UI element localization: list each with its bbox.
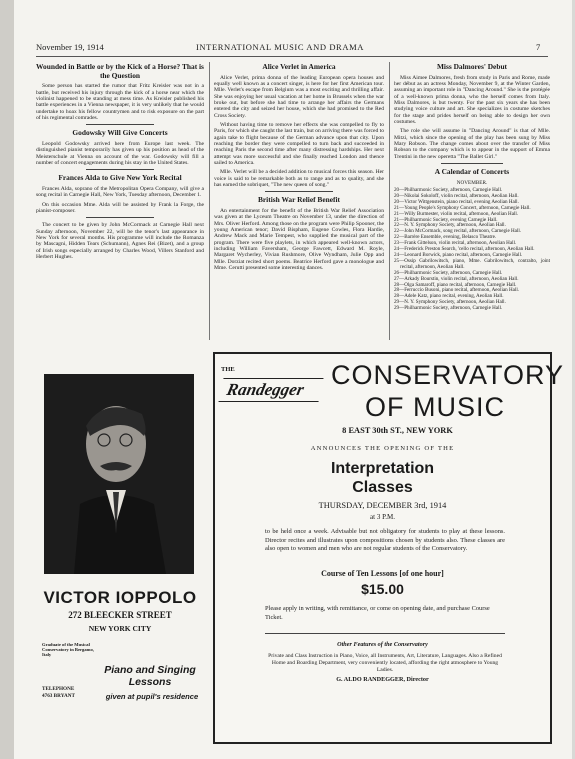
article-title-alda: Frances Alda to Give New York Recital (58, 173, 182, 183)
calendar-title: A Calendar of Concerts (434, 167, 510, 177)
article-text-wounded: Some person has started the rumor that Fritz Kreisler was not in a battle, but received his injury through the kick of a horse near which the violinist happened to be standing at mess time. As Kreisler published his battle experiences in a Vienna newspaper, it is very unlikely that he would undertake to hoax his fellow countrymen and to risk exposure on the part of his regimental comrades. (36, 83, 204, 121)
course-heading: Course of Ten Lessons [of one hour] (321, 569, 444, 578)
course-price: $15.00 (361, 581, 404, 597)
article-title-verlet: Alice Verlet in America (262, 62, 336, 71)
article-title-dalmores: Miss Dalmores' Debut (436, 62, 508, 71)
article-text-verlet-3: Mlle. Verlet will be a decided addition to musical forces this season. Her voice is said to be remarkable both as to range and as to quality, and she has earned the sobriquet, "The new queen of song." (214, 169, 384, 189)
calendar-entry: 23—Frank Gittelson, violin recital, afternoon, Aeolian Hall. (394, 240, 517, 247)
calendar-entry: 29—Philharmonic Society, afternoon, Carnegie Hall. (394, 305, 503, 312)
other-features-heading: Other Features of the Conservatory (337, 641, 428, 648)
calendar-entry: 21—Willy Burmester, violin recital, afternoon, Aeolian Hall. (394, 210, 519, 217)
conservatory-title: CONSERVATORY (331, 360, 565, 390)
randegger-logo-box (218, 378, 323, 402)
scan-left-edge (0, 0, 14, 759)
interpretation-heading: Interpretation (330, 460, 435, 477)
calendar-entry: 22—Barrère Ensemble, evening, Belasco Theatre. (394, 234, 497, 241)
column-3 (394, 63, 550, 312)
portrait-illustration (44, 374, 194, 574)
calendar-entry: 22—John McCormack, song recital, afternoon, Carnegie Hall. (394, 228, 522, 235)
article-text-dalmores-2: The role she will assume in "Dancing Around" is that of Mlle. Mitzi, which since the opening of the play has been sung by Miss Mary Robson. The change comes about over the transfer of Miss Robson to the company which is to appear in the support of Emma Trentini in the new operetta "The Ballet Girl." (394, 128, 550, 160)
divider (86, 169, 153, 170)
calendar-entry: 20—Nikolai Sokoloff, violin recital, afternoon, Aeolian Hall. (394, 192, 519, 199)
calendar-entry: 26—Philharmonic Society, afternoon, Carnegie Hall. (394, 269, 503, 276)
telephone-label: TELEPHONE (42, 686, 75, 692)
lessons-note: given at pupil's residence (105, 692, 199, 701)
ioppolo-advertisement (36, 352, 204, 740)
header-title: INTERNATIONAL MUSIC AND DRAMA (196, 42, 364, 52)
other-features-text: Private and Class Instruction in Piano, Voice, all Instruments, Art, Literature, Languages. Also a Refined Home and Boarding Department, very conveniently located, affording the right atmosphere to Young Ladies. (268, 653, 502, 673)
calendar-entry: 29—N. Y. Symphony Society, afternoon, Aeolian Hall. (394, 299, 506, 306)
calendar-list (394, 188, 550, 312)
column-2 (214, 63, 384, 274)
article-text-dalmores-1: Miss Aimee Dalmores, fresh from study in Paris and Rome, made her début as an actress Monday, November 9, at the Winter Garden, assuming an important role in "Dancing Around." She is the protégée of a well-known prima donna, who the herself comes from Italy. Miss Dalmores, is but twenty. For the past six years she has been studying voice culture and art. She specializes in costume sketches for the stage and prides herself on being able to design her own costumes. (394, 74, 550, 125)
divider (86, 217, 153, 218)
article-text-mccormack: The concert to be given by John McCormack at Carnegie Hall next Sunday afternoon, November 22, will be the tenor's last appearance in New York for several months. His programme will include the Romanza by Mascagni, Hidden Tears (Schumann), Agnes Rei (Bizet), and a group of Irish songs especially arranged by Charles Wood, Villers Stanford and Herbert Hughes. (36, 222, 204, 260)
calendar-entry: 24—Leonard Borwick, piano recital, afternoon, Carnegie Hall. (394, 251, 523, 258)
page-number: 7 (536, 42, 541, 52)
header-rule (36, 56, 548, 57)
calendar-entry: 24—Frederick Preston Search, 'cello recital, afternoon, Aeolian Hall. (394, 246, 535, 253)
calendar-entry: 28—Ferruccio Busoni, piano recital, afternoon, Aeolian Hall. (394, 287, 520, 294)
article-text-verlet-2: Without having time to remove her effects she was compelled to fly to Paris, for which she caught the last train, but on arriving there was forced to again take to flight because of the German advance upon that city. Upon reaching the border they were compelled to turn back and succeeded in reaching Paris the second time after many distressing hardships. Her next attempt was more successful and she finally reached London and thence sailed to America. (214, 122, 384, 167)
calendar-entry: 21—Young People's Symphony Concert, afternoon, Carnegie Hall. (394, 204, 531, 211)
calendar-entry: 22—N. Y. Symphony Society, afternoon, Aeolian Hall. (394, 222, 506, 229)
article-text-alda-2: On this occasion Mme. Alda will be assisted by Frank la Forge, the pianist-composer. (36, 201, 204, 214)
article-text-godowsky: Leopold Godowsky arrived here from Europe last week. The distinguished pianist temporarily has given up his position as head of the Meisterschule at Vienna on account of the war. Godowsky will fill a number of concert engagements during his stay in the United States. (36, 140, 204, 166)
calendar-entry: 28—Adele Katz, piano recital, evening, Aeolian Hall. (394, 293, 504, 300)
the-label: THE (221, 366, 235, 373)
calendar-entry: 28—Olga Samaroff, piano recital, afternoon, Carnegie Hall. (394, 281, 517, 288)
divider (441, 163, 503, 164)
class-date: THURSDAY, DECEMBER 3rd, 1914 (318, 501, 447, 510)
calendar-entry: 25—Ossip Gabrilowitsch, piano, Mme. Gabrilowitsch, contralto, joint recital, afternoon, Aeolian Hall. (394, 257, 550, 270)
ad-divider (265, 633, 505, 634)
classes-heading: Classes (352, 479, 413, 496)
newspaper-page (14, 0, 572, 759)
randegger-logo: Randegger (225, 380, 306, 399)
article-text-alda-1: Frances Alda, soprano of the Metropolitan Opera Company, will give a song recital in Carnegie Hall, New York, Tuesday afternoon, December 1. (36, 185, 204, 199)
article-text-verlet-1: Alice Verlet, prima donna of the leading European opera houses and equally well known as a concert singer, is here for her first American tour. Mlle. Verlet's escape from Belgium was a most exciting and thrilling affair. She was enjoying her usual vacation at her home in Brussels when the war broke out, but before she had time to arrange her affairs the Germans entered the city and seized her house, which she had promised to the Red Cross Society. (214, 74, 384, 119)
telephone-number: 4763 BRYANT (42, 693, 75, 699)
teacher-street: 272 BLEECKER STREET (68, 610, 172, 620)
conservatory-advertisement (213, 352, 565, 744)
column-rule (209, 62, 210, 340)
divider (265, 191, 333, 192)
calendar-entry: 20—Philharmonic Society, afternoon, Carnegie Hall. (394, 187, 503, 193)
director-name: G. ALDO RANDEGGER, Director (336, 676, 429, 683)
column-rule (389, 62, 390, 340)
calendar-month: NOVEMBER. (456, 179, 488, 186)
divider (86, 124, 153, 125)
calendar-entry: 27—Arkady Bourstin, violin recital, afternoon, Aeolian Hall. (394, 275, 519, 282)
portrait-photo (44, 374, 194, 574)
class-description: to be held once a week. Advisable but not obligatory for students to play at these lessons. Director recites and illustrates upon compositions chosen by students also. These classes are also open to women and men who are not regular students of the Conservatory. (265, 528, 505, 553)
article-title-war-relief: British War Relief Benefit (257, 195, 341, 205)
of-music-title: OF MUSIC (365, 392, 505, 422)
article-title-godowsky: Godowsky Will Give Concerts (72, 128, 168, 138)
lessons-heading: Piano and Singing Lessons (104, 664, 196, 688)
teacher-name: VICTOR IOPPOLO (43, 588, 197, 607)
announces-line: ANNOUNCES THE OPENING OF THE (310, 445, 455, 452)
calendar-entry: 20—Victor Wittgenstein, piano recital, evening Aeolian Hall. (394, 198, 519, 205)
apply-instructions: Please apply in writing, with remittance, or come on opening date, and purchase Course Ticket. (265, 605, 490, 621)
header-date: November 19, 1914 (36, 42, 104, 52)
column-1 (36, 63, 204, 263)
conservatory-address: 8 EAST 30th ST., NEW YORK (342, 426, 453, 435)
class-time: at 3 P.M. (370, 513, 395, 521)
article-title-wounded: Wounded in Battle or by the Kick of a Horse? That is the Question (36, 62, 204, 80)
graduate-note: Graduate of the Musical Conservatory in Bergamo, Italy (42, 642, 94, 658)
teacher-city: NEW YORK CITY (88, 624, 152, 633)
calendar-entry: 21—Philharmonic Society, evening Carnegie Hall. (394, 216, 498, 223)
page-header (36, 42, 548, 54)
article-text-war-relief: An entertainment for the benefit of the British War Relief Association was given at the Lyceum Theatre on November 13, under the direction of Mrs. Oliver Herford. Among those on the program were Philip Spooner, the young American tenor; David Bispham, Eugene Cowles, Flora Hardie, Andrew Mack and Marie Tempest, who supplied the musical part of the program. There were five playlets, in which appeared well-known actors, including William Faversham, George Fawcett, Edward M. Royle, Margaret Wycherley, Vivian Rushmore, Olive Wyndham, Julie Opp and Mlle. Dorziat recited short poems. Beatrice Herford gave a monologue and Mme. Cerutti presented some interesting dances. (214, 208, 384, 272)
